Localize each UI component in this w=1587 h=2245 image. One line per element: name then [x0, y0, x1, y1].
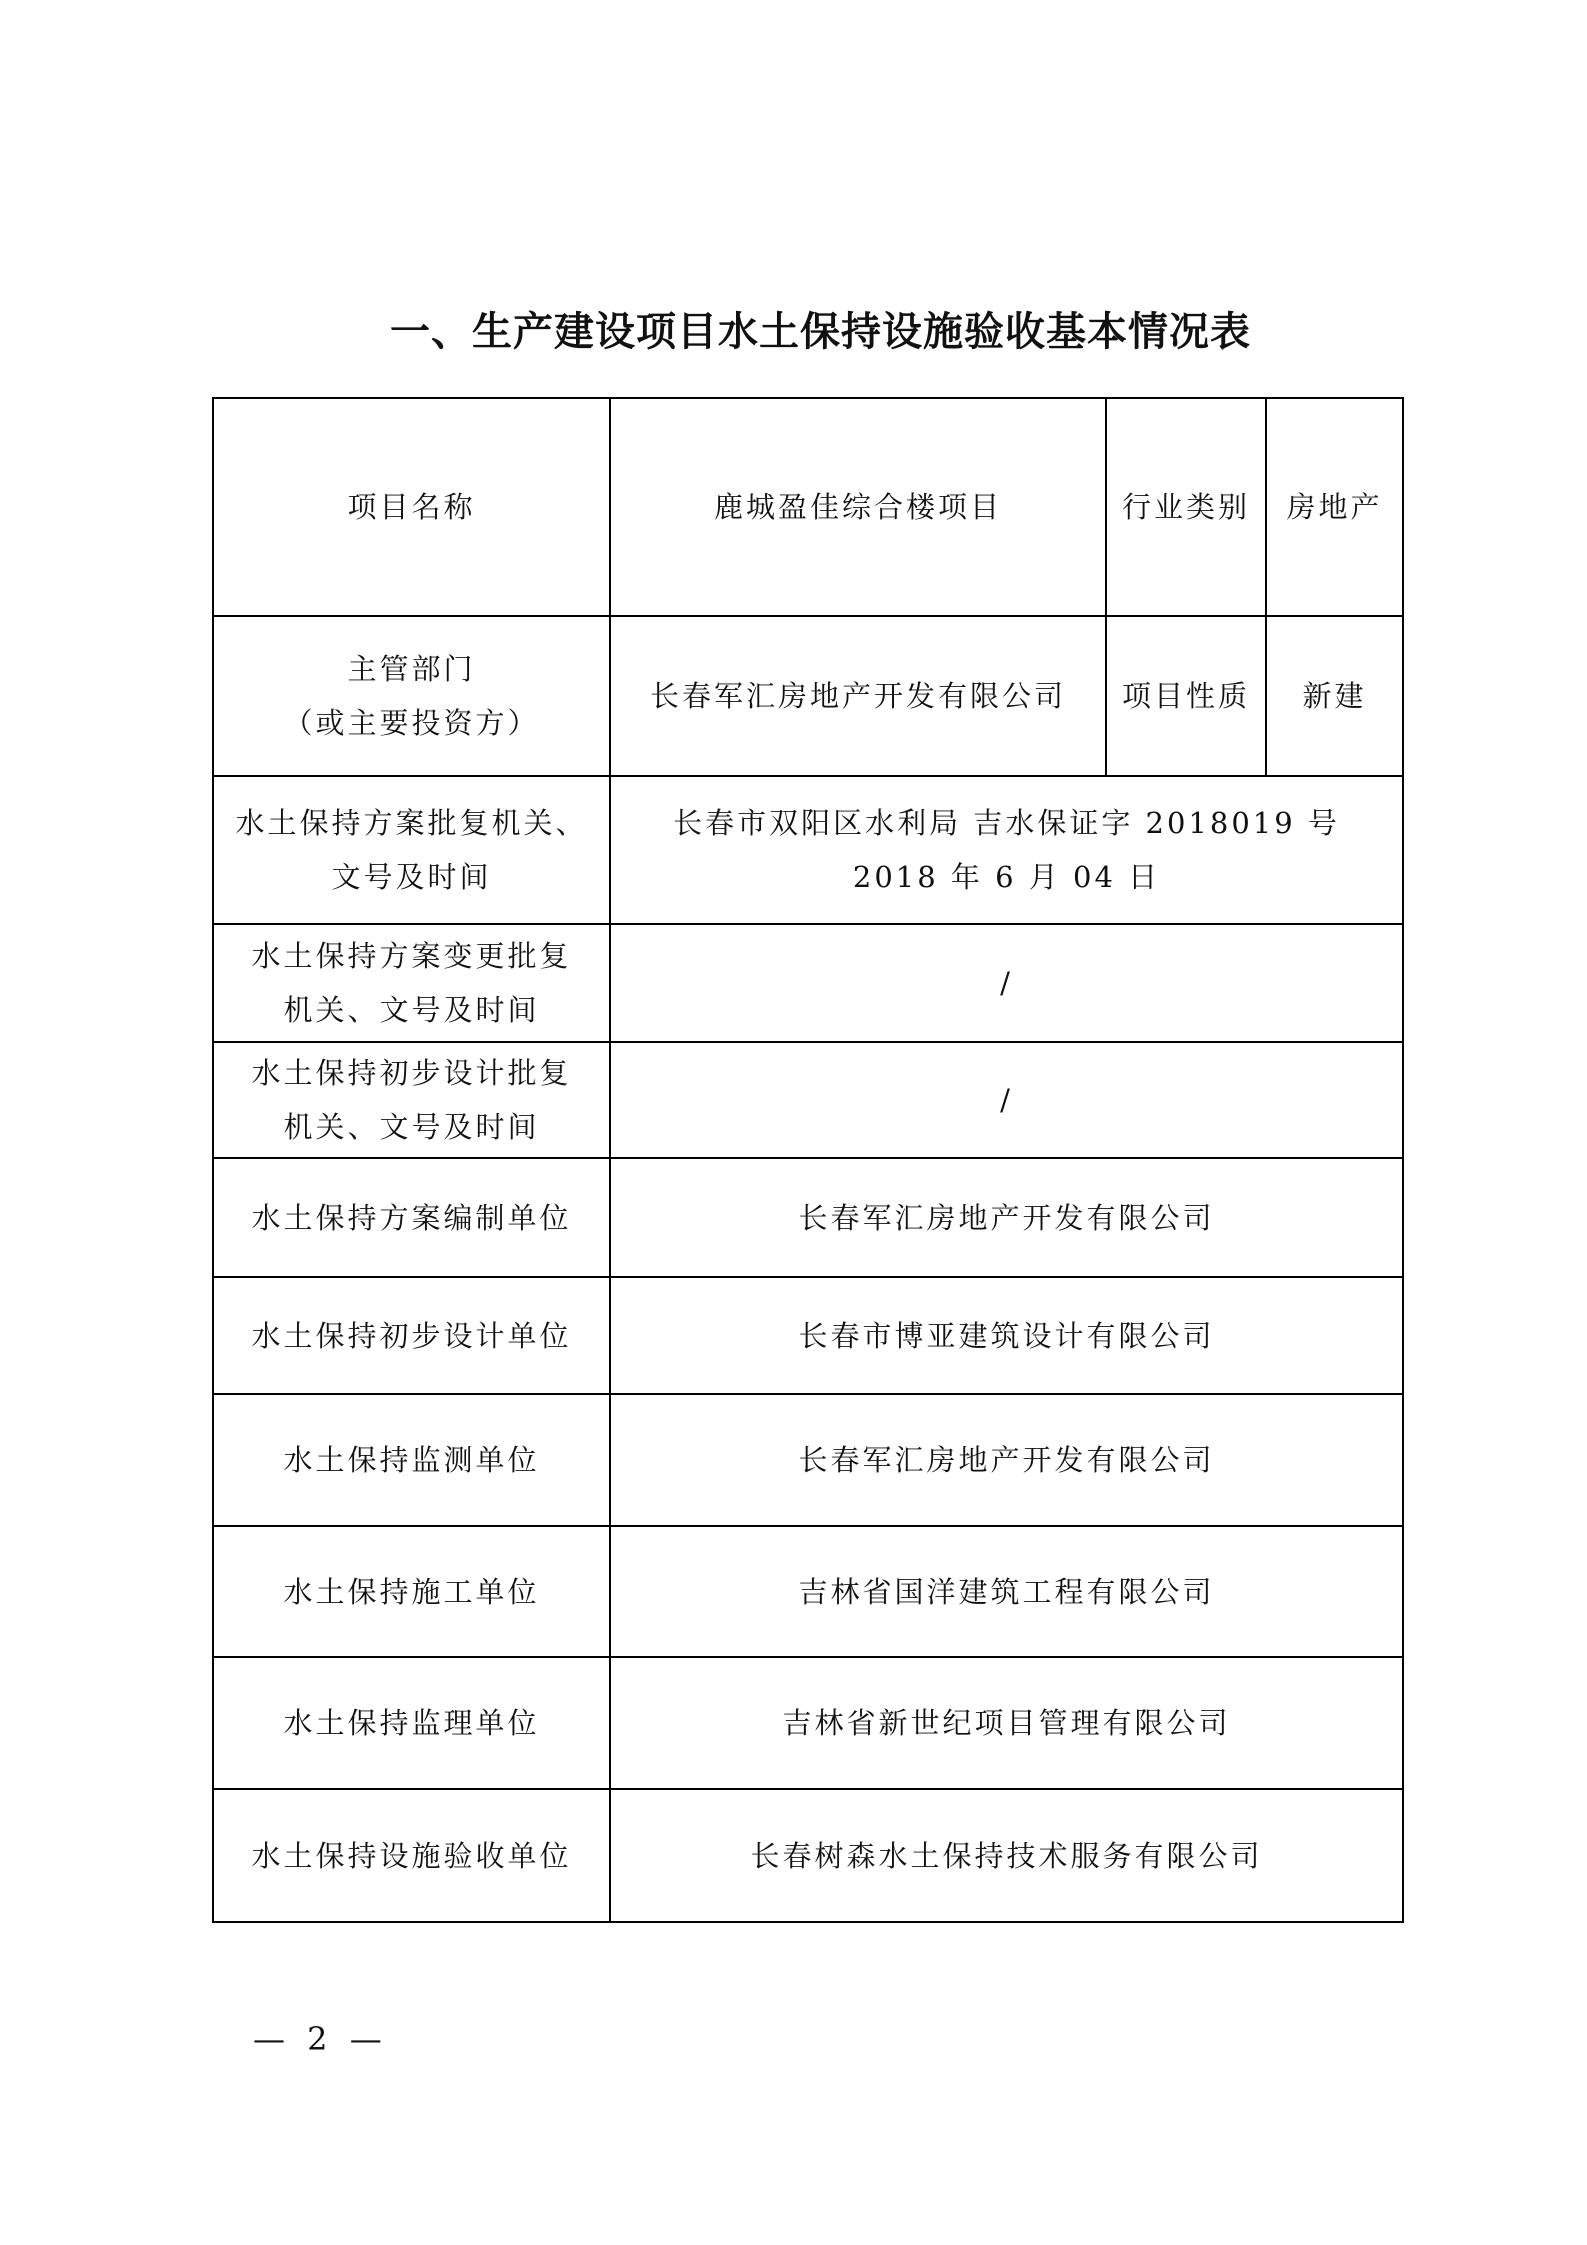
row-label: 水土保持监理单位 [213, 1657, 610, 1789]
row-value: 吉林省新世纪项目管理有限公司 [610, 1657, 1403, 1789]
department-label-line: （或主要投资方） [283, 706, 540, 740]
row-label: 水土保持施工单位 [213, 1526, 610, 1657]
department-label-line: 主管部门 [347, 652, 476, 686]
table-row [213, 776, 1403, 924]
row-value [610, 776, 1403, 924]
table-row [213, 1789, 1403, 1922]
row-value: 长春军汇房地产开发有限公司 [610, 1394, 1403, 1526]
row-value-line: 2018 年 6 月 04 日 [852, 860, 1161, 894]
table-row [213, 924, 1403, 1042]
row-value: 长春市博亚建筑设计有限公司 [610, 1277, 1403, 1394]
row-label-line: 水土保持方案变更批复 [251, 939, 572, 973]
row-label: 水土保持监测单位 [213, 1394, 610, 1526]
row-label-line: 水土保持初步设计批复 [251, 1056, 572, 1090]
row-label [213, 776, 610, 924]
table-row [213, 1526, 1403, 1657]
nature-label: 项目性质 [1106, 616, 1266, 776]
department-value: 长春军汇房地产开发有限公司 [610, 616, 1106, 776]
row-label: 水土保持方案编制单位 [213, 1158, 610, 1277]
row-value: 长春军汇房地产开发有限公司 [610, 1158, 1403, 1277]
table-row [213, 1042, 1403, 1158]
industry-label: 行业类别 [1106, 398, 1266, 616]
department-label [213, 616, 610, 776]
row-label-line: 机关、文号及时间 [283, 1110, 540, 1144]
table-row [213, 1394, 1403, 1526]
page-number: — 2 — [253, 2020, 388, 2058]
row-label [213, 924, 610, 1042]
row-value-line: 长春市双阳区水利局 吉水保证字 2018019 号 [673, 806, 1340, 840]
table-row [213, 1657, 1403, 1789]
project-name-label: 项目名称 [213, 398, 610, 616]
row-label [213, 1042, 610, 1158]
row-label: 水土保持初步设计单位 [213, 1277, 610, 1394]
page-title: 一、生产建设项目水土保持设施验收基本情况表 [390, 309, 1251, 355]
industry-value: 房地产 [1266, 398, 1403, 616]
row-value: 吉林省国洋建筑工程有限公司 [610, 1526, 1403, 1657]
row-label-line: 机关、文号及时间 [283, 993, 540, 1027]
row-value: / [610, 924, 1403, 1042]
project-name-value: 鹿城盈佳综合楼项目 [610, 398, 1106, 616]
table-row [213, 1158, 1403, 1277]
row-value: / [610, 1042, 1403, 1158]
table-row-department [213, 616, 1403, 776]
row-value: 长春树森水土保持技术服务有限公司 [610, 1789, 1403, 1922]
nature-value: 新建 [1266, 616, 1403, 776]
row-label-line: 水土保持方案批复机关、 [235, 806, 588, 840]
row-label-line: 文号及时间 [331, 860, 492, 894]
table-row-project-name [213, 398, 1403, 616]
row-label: 水土保持设施验收单位 [213, 1789, 610, 1922]
basic-info-table [212, 397, 1404, 1923]
table-row [213, 1277, 1403, 1394]
